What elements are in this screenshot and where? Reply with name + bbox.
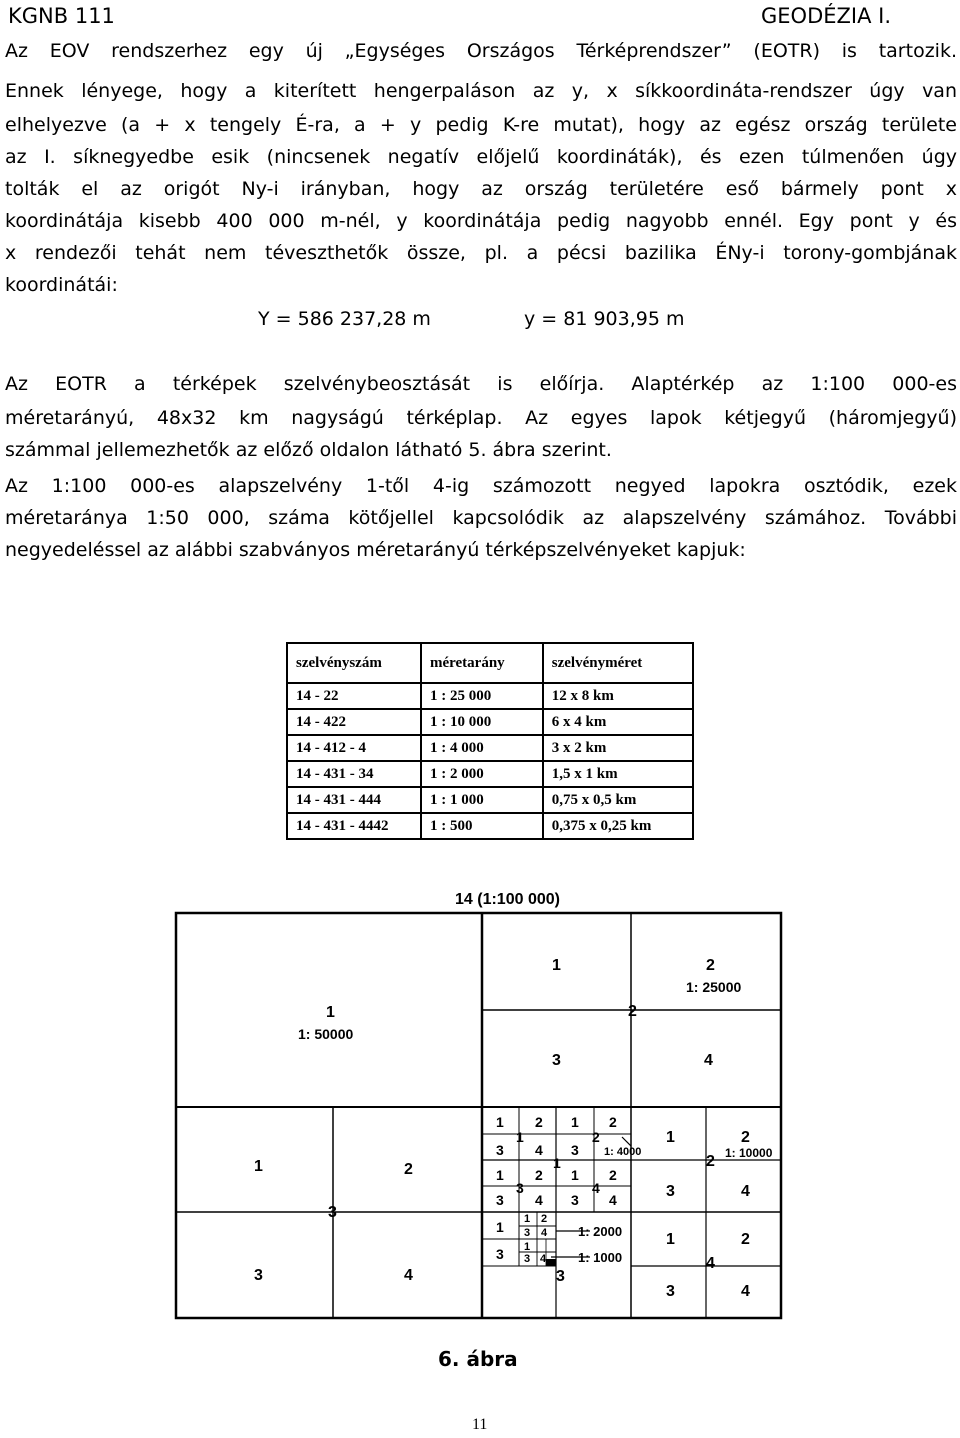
label: 4 [592,1180,600,1196]
label: 1 [326,1004,335,1021]
label: 3 [524,1253,531,1265]
label: 1 [496,1114,504,1130]
label: 4 [609,1192,617,1208]
label: 4 [541,1227,548,1239]
label: 2 [535,1167,543,1183]
label: 2 [541,1213,548,1225]
cell-sheet-size: 1,5 x 1 km [543,761,693,787]
text-line: koordinátái: [5,274,118,296]
arrow [622,1137,631,1146]
cell-sheet-size: 0,75 x 0,5 km [543,787,693,813]
label: 3 [666,1183,675,1200]
text-line: számmal jellemezhetők az előző oldalon látható 5. ábra szerint. [5,439,612,461]
text-line: negyedeléssel az alábbi szabványos méretarányú térképszelvényeket kapjuk: [5,539,746,561]
text-line: Az EOV rendszerhez egy új „Egységes Országos Térképrendszer” (EOTR) is tartozik. [5,40,957,62]
text-line: az I. síknegyedbe esik (nincsenek negatív előjelű koordináták), és ezen túlmenően úgy [5,146,957,168]
header-sheet-size: szelvényméret [543,643,693,683]
coordinate-y-upper: Y = 586 237,28 m [258,308,431,330]
text-line: koordinátája kisebb 400 000 m-nél, y koordinátája pedig nagyobb ennél. Egy pont y és [5,210,957,232]
scale-label: 1: 50000 [298,1026,354,1042]
text-line: méretarányú, 48x32 km nagyságú térképlap. Az egyes lapok kétjegyű (háromjegyű) [5,407,957,429]
text-line: tolták el az origót Ny-i irányban, hogy az ország területére eső bármely pont x [5,178,957,200]
label: 3 [552,1052,561,1069]
map-sheet-frame [176,913,781,1318]
label: 3 [254,1267,263,1284]
scale-label: 1: 4000 [604,1146,642,1158]
cell-scale: 1 : 10 000 [421,709,543,735]
coordinate-y-lower: y = 81 903,95 m [524,308,685,330]
text-line: Az 1:100 000-es alapszelvény 1-től 4-ig számozott negyed lapokra osztódik, ezek [5,475,957,497]
label: 2 [741,1129,750,1146]
label: 4 [741,1183,750,1200]
label: 2 [628,1003,637,1020]
cell-sheet-number: 14 - 431 - 4442 [287,813,421,839]
header-right: GEODÉZIA I. [761,4,891,28]
label: 1 [571,1167,579,1183]
label: 1 [524,1213,531,1225]
text-line: x rendezői tehát nem téveszthetők össze, pl. a pécsi bazilika ÉNy-i torony-gombjának [5,242,957,264]
label: 2 [741,1231,750,1248]
label: 2 [609,1114,617,1130]
label: 4 [704,1052,713,1069]
label: 2 [706,957,715,974]
figure-title: 14 (1:100 000) [455,891,560,908]
cell-sheet-number: 14 - 422 [287,709,421,735]
label: 4 [741,1283,750,1300]
smallest-sheet-mark [546,1259,556,1266]
label: 4 [535,1142,543,1158]
label: 3 [328,1204,337,1221]
scale-label: 1: 10000 [725,1146,773,1160]
label: 1 [666,1231,675,1248]
label: 4 [540,1253,547,1265]
label: 3 [556,1268,565,1285]
cell-sheet-size: 6 x 4 km [543,709,693,735]
cell-sheet-size: 3 x 2 km [543,735,693,761]
label: 3 [516,1180,524,1196]
header-sheet-number: szelvényszám [287,643,421,683]
label: 3 [496,1192,504,1208]
label: 1 [496,1219,504,1235]
label: 3 [496,1246,504,1262]
label: 4 [706,1255,715,1272]
cell-sheet-number: 14 - 431 - 34 [287,761,421,787]
cell-sheet-number: 14 - 431 - 444 [287,787,421,813]
cell-sheet-size: 0,375 x 0,25 km [543,813,693,839]
label: 2 [404,1161,413,1178]
label: 1 [254,1158,263,1175]
label: 3 [666,1283,675,1300]
text-line: Ennek lényege, hogy a kiterített hengerpaláson az y, x síkkoordináta-rendszer úgy van [5,80,957,102]
scale-label: 1: 2000 [578,1224,623,1239]
header-scale: méretarány [421,643,543,683]
label: 1 [524,1241,531,1253]
text-line: Az EOTR a térképek szelvénybeosztását is előírja. Alaptérkép az 1:100 000-es [5,373,957,395]
cell-scale: 1 : 1 000 [421,787,543,813]
cell-sheet-size: 12 x 8 km [543,683,693,709]
figure-caption: 6. ábra [438,1347,518,1371]
text-line: méretaránya 1:50 000, száma kötőjellel kapcsolódik az alapszelvény számához. További [5,507,957,529]
label: 3 [524,1227,531,1239]
text-line: elhelyezve (a + x tengely É-ra, a + y pedig K-re mutat), hogy az egész ország területe [5,114,957,136]
header-left: KGNB 111 [8,4,115,28]
cell-scale: 1 : 25 000 [421,683,543,709]
label: 3 [496,1142,504,1158]
label: 4 [535,1192,543,1208]
label: 1 [553,1155,561,1171]
cell-scale: 1 : 4 000 [421,735,543,761]
scale-label: 1: 25000 [686,979,742,995]
label: 1 [516,1129,524,1145]
scale-label: 1: 1000 [578,1250,623,1265]
page-number: 11 [472,1416,488,1433]
label: 4 [404,1267,413,1284]
label: 1 [571,1114,579,1130]
cell-sheet-number: 14 - 22 [287,683,421,709]
label: 2 [609,1167,617,1183]
label: 1 [496,1167,504,1183]
cell-sheet-number: 14 - 412 - 4 [287,735,421,761]
cell-scale: 1 : 500 [421,813,543,839]
cell-scale: 1 : 2 000 [421,761,543,787]
label: 2 [535,1114,543,1130]
label: 1 [666,1129,675,1146]
label: 1 [552,957,561,974]
label: 2 [592,1129,600,1145]
label: 3 [571,1192,579,1208]
label: 3 [571,1142,579,1158]
label: 2 [706,1153,715,1170]
